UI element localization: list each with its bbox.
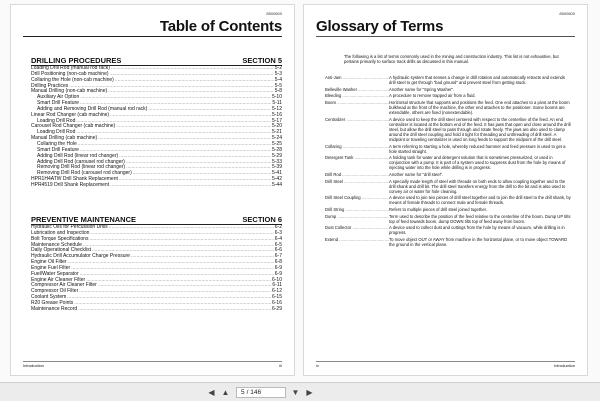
toc-entry-page: 5-20 bbox=[271, 123, 282, 130]
toc-entry-label: Coolant System bbox=[31, 294, 67, 301]
glossary-entry bbox=[325, 237, 571, 247]
glossary-term: Collaring ..... bbox=[325, 144, 389, 149]
glossary-term-cell bbox=[325, 75, 389, 85]
glossary-term-cell bbox=[325, 155, 389, 170]
toc-entry-page: 5-25 bbox=[271, 140, 282, 147]
page-title: Table of Contents bbox=[159, 18, 282, 35]
toc-entry-label: HPR1H4ATW Drill Shank Replacement bbox=[31, 176, 118, 183]
toc-entry-label: Engine Fuel Filter bbox=[31, 264, 71, 271]
toc-entry-label: Auxiliary Air Option bbox=[37, 94, 80, 101]
glossary-term: Drill Steel Coupling ..... bbox=[325, 195, 389, 200]
glossary-term-cell bbox=[325, 214, 389, 224]
toc-entry-page: 5-2 bbox=[274, 65, 282, 71]
section-heading-maintenance bbox=[31, 215, 282, 224]
total-pages: / 146 bbox=[246, 389, 262, 396]
section-title: DRILLING PROCEDURES bbox=[31, 56, 122, 65]
glossary-term-cell bbox=[325, 172, 389, 177]
glossary-definition: A device used to keep the drill steel centered with respect to the centerline of the feed. An end centralizer is located at the bottom end of the feed. It has jaws that open and close around the drill steel, but allow the drill steel to pass through and rotate freely. The jaws are also used to clamp around the drill steel coupling and hold it tight for threading and unthreading of drill steel. A midpoint or traveling centralizer is used on long feeds to support the midpoint of the drill steel. bbox=[389, 116, 571, 142]
next-page-icon[interactable]: ▶ bbox=[306, 388, 313, 397]
toc-entry-page: 5-29 bbox=[271, 152, 282, 159]
toc-entry-page: 5-44 bbox=[271, 181, 282, 188]
toc-entry-page: 6-6 bbox=[274, 247, 282, 254]
page-number-field[interactable] bbox=[236, 387, 286, 398]
toc-entry-page: 5-41 bbox=[271, 170, 282, 177]
glossary-term: Drill Steel ..... bbox=[325, 179, 389, 184]
page-table-of-contents bbox=[10, 4, 295, 376]
glossary-definition: A device used to collect dust and cuttings from the hole by means of vacuum, while drilling is in progress. bbox=[389, 225, 565, 236]
glossary-entry bbox=[325, 195, 571, 205]
glossary-term-cell bbox=[325, 237, 389, 247]
page-title: Glossary of Terms bbox=[316, 18, 444, 35]
toc-entry-page: 6-3 bbox=[274, 229, 282, 236]
toc-entry-label: Smart Drill Feature bbox=[37, 146, 79, 153]
glossary-term-cell bbox=[325, 117, 389, 142]
toc-entry-label: Adding Drill Rod (linear rod changer) bbox=[37, 152, 119, 159]
toc-leader-dots bbox=[110, 183, 271, 189]
glossary-term: Boom ..... bbox=[325, 100, 389, 105]
footer-page-number: iii bbox=[279, 363, 282, 368]
glossary-intro: The following is a list of terms commonly used in the mining and construction industry. This list is not exhaustive, but pertains primarily to surface track drills as discussed in this manual. bbox=[344, 54, 559, 65]
toc-entry-page: 6-9 bbox=[274, 270, 282, 277]
toc-entry-page: 6-11 bbox=[272, 282, 282, 289]
glossary-definition: Term used to describe the position of the feed relative to the centerline of the boom. Dump UP tilts top of feed towards boom, dump DOWN tilts top of feed away from boom. bbox=[389, 213, 571, 224]
toc-entry-page: 5-21 bbox=[271, 129, 282, 136]
glossary-definition: Another name for "Spring Washer". bbox=[389, 86, 455, 92]
glossary-term: Dust Collector ..... bbox=[325, 225, 389, 230]
glossary-entry bbox=[325, 75, 571, 85]
toc-entry[interactable] bbox=[31, 183, 282, 189]
glossary-term-cell bbox=[325, 195, 389, 205]
toc-entry-label: Hydraulic Oils for Percussion Drills bbox=[31, 224, 108, 230]
toc-entry-page: 5-24 bbox=[271, 135, 282, 142]
toc-entry-page: 6-5 bbox=[274, 241, 282, 248]
toc-entry-label: Fuel/Water Separator bbox=[31, 270, 79, 277]
toc-entry-page: 5-28 bbox=[271, 146, 282, 153]
glossary-definition: A specially made length of steel with threads on both ends to allow coupling together and to the drill shank and drill bit. The drill steel transfers energy from the drill to the bit and is also used to convey air or water for hole cleaning. bbox=[389, 178, 566, 194]
glossary-definition: A device used to join two pieces of drill steel together and to join the drill steel to the drill shank, by means of female threads to connect male and female threads. bbox=[389, 195, 571, 206]
footer-rule bbox=[316, 361, 575, 362]
toc-entry-page: 5-16 bbox=[271, 111, 282, 118]
toc-entry-page: 6-4 bbox=[274, 235, 282, 242]
glossary-term-cell bbox=[325, 179, 389, 194]
toc-entry-label: Bolt Torque Specifications bbox=[31, 235, 89, 242]
toc-entry-label: Drill Positioning (non-cab machine) bbox=[31, 70, 109, 77]
toc-entry-label: Manual Drilling (cab machine) bbox=[31, 135, 98, 142]
glossary-term-cell bbox=[325, 93, 389, 98]
toc-entry-page: 5-4 bbox=[274, 76, 282, 83]
title-rule bbox=[316, 36, 575, 37]
glossary-term: Extend ..... bbox=[325, 237, 389, 242]
footer-rule bbox=[23, 361, 282, 362]
toc-entry-label: Linear Rod Changer (cab machine) bbox=[31, 111, 110, 118]
glossary-entry bbox=[325, 117, 571, 142]
toc-entry-page: 6-7 bbox=[274, 253, 282, 260]
toc-entry-label: Daily Operational Checklist bbox=[31, 247, 92, 254]
page-footer bbox=[316, 361, 575, 369]
page-down-icon[interactable]: ▼ bbox=[291, 388, 300, 397]
toc-entry-label: Smart Drill Feature bbox=[37, 100, 79, 107]
toc-entry-page: 5-10 bbox=[271, 94, 282, 101]
section-title: PREVENTIVE MAINTENANCE bbox=[31, 215, 137, 224]
toc-entry-label: Engine Oil Filter bbox=[31, 259, 67, 266]
toc-entry-label: Carousel Rod Changer (cab machine) bbox=[31, 123, 116, 130]
glossary-definition: To move object OUT or AWAY from machine in the horizontal plane, or to move object TOWARD the ground in the vertical plane. bbox=[389, 237, 568, 248]
toc-entry-label: Manual Drilling (non-cab machine) bbox=[31, 88, 108, 95]
glossary-term-cell bbox=[325, 100, 389, 115]
toc-leader-dots bbox=[78, 307, 271, 313]
viewer-toolbar bbox=[0, 382, 600, 401]
glossary-entry bbox=[325, 172, 571, 177]
toc-entry-page: 6-12 bbox=[271, 288, 282, 295]
toc-entry-label: Loading Drill Rod (manual rod rack) bbox=[31, 65, 110, 71]
glossary-entry bbox=[325, 87, 571, 92]
toc-entry-label: R20 Grease Points bbox=[31, 299, 74, 306]
glossary-term: Drill Rod ..... bbox=[325, 172, 389, 177]
glossary-definition: A hydraulic system that senses a change in drill rotation and automatically retracts and extends drill steel to get through "bad ground" and prevent steel from getting stuck. bbox=[389, 75, 565, 86]
footer-page-number: iv bbox=[316, 363, 319, 368]
toc-entry-label: Removing Drill Rod (linear rod changer) bbox=[37, 164, 126, 171]
toc-list-maintenance bbox=[31, 225, 282, 313]
page-glossary bbox=[303, 4, 588, 376]
glossary-term: Drill String ..... bbox=[325, 207, 389, 212]
section-label: SECTION 6 bbox=[242, 215, 282, 224]
toc-entry-page: 6-9 bbox=[274, 264, 282, 271]
toc-entry-page: 6-29 bbox=[271, 305, 282, 312]
glossary-list bbox=[325, 75, 571, 249]
toc-entry-label: Removing Drill Rod (carousel rod changer) bbox=[37, 170, 132, 177]
glossary-term: Bleeding ..... bbox=[325, 93, 389, 98]
glossary-entry bbox=[325, 214, 571, 224]
glossary-term-cell bbox=[325, 225, 389, 235]
toc-entry-page: 5-3 bbox=[274, 70, 282, 77]
toc-entry-page: 5-17 bbox=[271, 117, 282, 124]
toc-entry-page: 5-5 bbox=[274, 82, 282, 89]
glossary-definition: A term referring to starting a hole, whereby reduced hammer and feed pressure is used to get a hole started straight. bbox=[389, 143, 566, 154]
toc-entry-label: Compressor Oil Filter bbox=[31, 288, 79, 295]
glossary-term-cell bbox=[325, 144, 389, 154]
glossary-entry bbox=[325, 93, 571, 98]
toc-entry-label: Adding and Removing Drill Rod (manual rod rack) bbox=[37, 105, 148, 112]
document-number: 8500600 bbox=[559, 11, 575, 16]
toc-entry-page: 6-8 bbox=[274, 259, 282, 266]
toc-entry-label: Compressor Air Cleaner Filter bbox=[31, 282, 97, 289]
toc-entry-label: Hydraulic Drill Accumulator Charge Pressure bbox=[31, 253, 130, 260]
toc-list-drilling bbox=[31, 66, 282, 189]
glossary-entry bbox=[325, 144, 571, 154]
toc-entry-page: 5-39 bbox=[271, 164, 282, 171]
glossary-definition: Another name for "drill steel". bbox=[389, 171, 444, 177]
glossary-term: Dump ..... bbox=[325, 214, 389, 219]
toc-entry-label: Engine Air Cleaner Filter bbox=[31, 276, 86, 283]
toc-entry-label: Drilling Practices bbox=[31, 82, 69, 89]
title-rule bbox=[23, 36, 282, 37]
toc-entry-label: Collaring the Hole bbox=[37, 140, 77, 147]
toc-entry-page: 5-42 bbox=[271, 176, 282, 183]
glossary-entry bbox=[325, 225, 571, 235]
glossary-term: Centralizer ..... bbox=[325, 117, 389, 122]
toc-entry-label: Maintenance Schedule bbox=[31, 241, 82, 248]
document-number: 8500600 bbox=[266, 11, 282, 16]
toc-entry[interactable] bbox=[31, 307, 282, 313]
glossary-definition: Horizontal structure that supports and positions the feed. One end attaches to a pivot at the boom bulkhead at the front of the machine, the other end attaches to the positioner. Some booms are extendable, others are fixed (nonextendable). bbox=[389, 99, 570, 116]
toc-entry-page: 6-2 bbox=[274, 224, 282, 230]
toc-entry-label: Loading Drill Rod bbox=[37, 129, 76, 136]
footer-right: Introduction bbox=[554, 363, 575, 368]
glossary-term: Belleville Washer ..... bbox=[325, 87, 389, 92]
page-footer bbox=[23, 361, 282, 369]
current-page: 5 bbox=[241, 389, 245, 396]
toc-entry-page: 5-11 bbox=[272, 100, 282, 107]
glossary-definition: A procedure to remove trapped air from a fluid. bbox=[389, 93, 476, 99]
glossary-term: Detergent Tank ..... bbox=[325, 155, 389, 160]
glossary-entry bbox=[325, 179, 571, 194]
section-heading-drilling bbox=[31, 56, 282, 65]
glossary-entry bbox=[325, 207, 571, 212]
toc-entry-page: 5-33 bbox=[271, 158, 282, 165]
previous-page-icon[interactable]: ◀ bbox=[208, 388, 215, 397]
toc-entry-label: HPR4519 Drill Shank Replacement bbox=[31, 181, 110, 188]
glossary-definition: Refers to multiple pieces of drill steel joined together. bbox=[389, 207, 487, 213]
glossary-term-cell bbox=[325, 87, 389, 92]
footer-left: Introduction bbox=[23, 363, 44, 368]
toc-entry-label: Collaring the Hole (non-cab machine) bbox=[31, 76, 114, 83]
glossary-entry bbox=[325, 100, 571, 115]
toc-entry-page: 5-8 bbox=[274, 88, 282, 95]
toc-entry-label: Loading Drill Rod bbox=[37, 117, 76, 124]
toc-entry-page: 6-15 bbox=[271, 294, 282, 301]
toc-entry-page: 6-10 bbox=[271, 276, 282, 283]
toc-entry-page: 5-12 bbox=[271, 105, 282, 112]
toc-entry-label: Maintenance Record bbox=[31, 305, 78, 312]
glossary-entry bbox=[325, 155, 571, 170]
glossary-definition: A holding tank for water and detergent solution that is sometimes pressurized, or used in conjunction with a pump. It is part of a system used to suppress dust from the hole by means of injecting water into the hole while drilling is in progress. bbox=[389, 155, 566, 171]
toc-entry-label: Lubrication and Inspection bbox=[31, 229, 90, 236]
glossary-term: Anti-Jam ..... bbox=[325, 75, 389, 80]
section-label: SECTION 5 bbox=[242, 56, 282, 65]
glossary-term-cell bbox=[325, 207, 389, 212]
toc-entry-label: Adding Drill Rod (carousel rod changer) bbox=[37, 158, 125, 165]
page-up-icon[interactable]: ▲ bbox=[221, 388, 230, 397]
toc-entry-page: 6-16 bbox=[271, 299, 282, 306]
